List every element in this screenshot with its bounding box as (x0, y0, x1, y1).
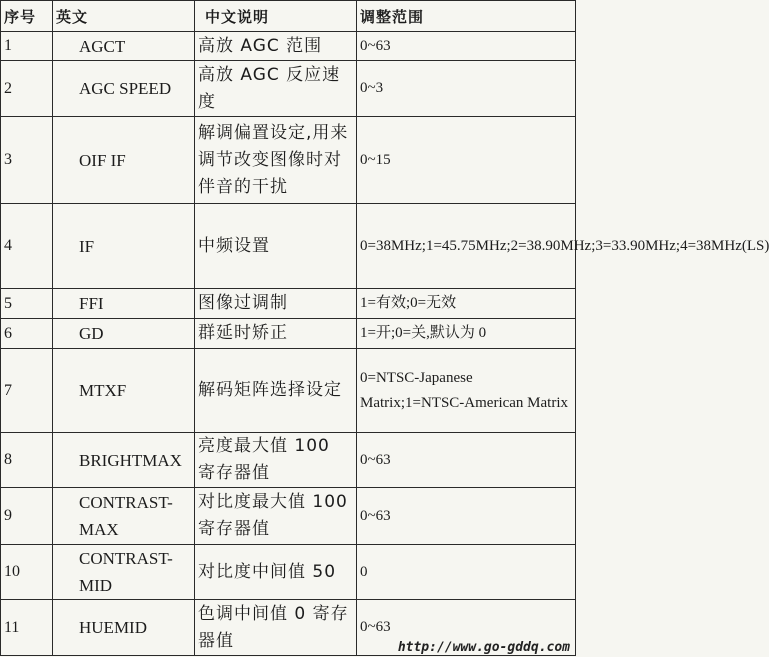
watermark-url: http://www.go-gddq.com (397, 640, 570, 655)
english-name: CONTRAST-MID (53, 545, 195, 600)
adjust-range: 0=38MHz;1=45.75MHz;2=38.90MHz;3=33.90MHz;4=38MHz(LS) (357, 204, 576, 289)
table-row (1, 349, 576, 433)
row-number: 7 (1, 349, 53, 433)
adjust-range: 0~15 (357, 117, 576, 204)
header-row (1, 1, 576, 32)
english-name: GD (53, 319, 195, 349)
english-name: OIF IF (53, 117, 195, 204)
row-number: 6 (1, 319, 53, 349)
english-name: MTXF (53, 349, 195, 433)
chinese-description: 中频设置 (195, 204, 357, 289)
table-row (1, 61, 576, 117)
chinese-description: 高放 AGC 反应速度 (195, 61, 357, 117)
adjust-range: 0~63 (357, 433, 576, 488)
table-row (1, 204, 576, 289)
adjust-range: 0 (357, 545, 576, 600)
table-row (1, 117, 576, 204)
adjust-range: 0~63 (357, 32, 576, 61)
chinese-description: 亮度最大值 100 寄存器值 (195, 433, 357, 488)
header-english: 英文 (53, 1, 195, 32)
english-name: AGC SPEED (53, 61, 195, 117)
table-row (1, 545, 576, 600)
adjust-range: 0=NTSC-Japanese Matrix;1=NTSC-American Matrix (357, 349, 576, 433)
adjust-range: 0~3 (357, 61, 576, 117)
table-row (1, 319, 576, 349)
row-number: 3 (1, 117, 53, 204)
chinese-description: 色调中间值 0 寄存器值 (195, 600, 357, 656)
english-name: FFI (53, 289, 195, 319)
header-no: 序号 (1, 1, 53, 32)
row-number: 10 (1, 545, 53, 600)
table-row (1, 488, 576, 545)
adjust-range: 0~63 (357, 600, 576, 656)
adjust-range: 0~63 (357, 488, 576, 545)
table-row (1, 32, 576, 61)
chinese-description: 高放 AGC 范围 (195, 32, 357, 61)
row-number: 11 (1, 600, 53, 656)
row-number: 4 (1, 204, 53, 289)
row-number: 9 (1, 488, 53, 545)
chinese-description: 群延时矫正 (195, 319, 357, 349)
row-number: 1 (1, 32, 53, 61)
english-name: HUEMID (53, 600, 195, 656)
english-name: BRIGHTMAX (53, 433, 195, 488)
english-name: AGCT (53, 32, 195, 61)
chinese-description: 对比度最大值 100 寄存器值 (195, 488, 357, 545)
chinese-description: 解码矩阵选择设定 (195, 349, 357, 433)
chinese-description: 对比度中间值 50 (195, 545, 357, 600)
chinese-description: 图像过调制 (195, 289, 357, 319)
chinese-description: 解调偏置设定,用来调节改变图像时对伴音的干扰 (195, 117, 357, 204)
adjust-range: 1=开;0=关,默认为 0 (357, 319, 576, 349)
header-range: 调整范围 (357, 1, 576, 32)
header-description: 中文说明 (195, 1, 357, 32)
english-name: CONTRAST-MAX (53, 488, 195, 545)
table-row (1, 289, 576, 319)
adjust-range: 1=有效;0=无效 (357, 289, 576, 319)
table-row (1, 433, 576, 488)
row-number: 5 (1, 289, 53, 319)
english-name: IF (53, 204, 195, 289)
row-number: 2 (1, 61, 53, 117)
row-number: 8 (1, 433, 53, 488)
